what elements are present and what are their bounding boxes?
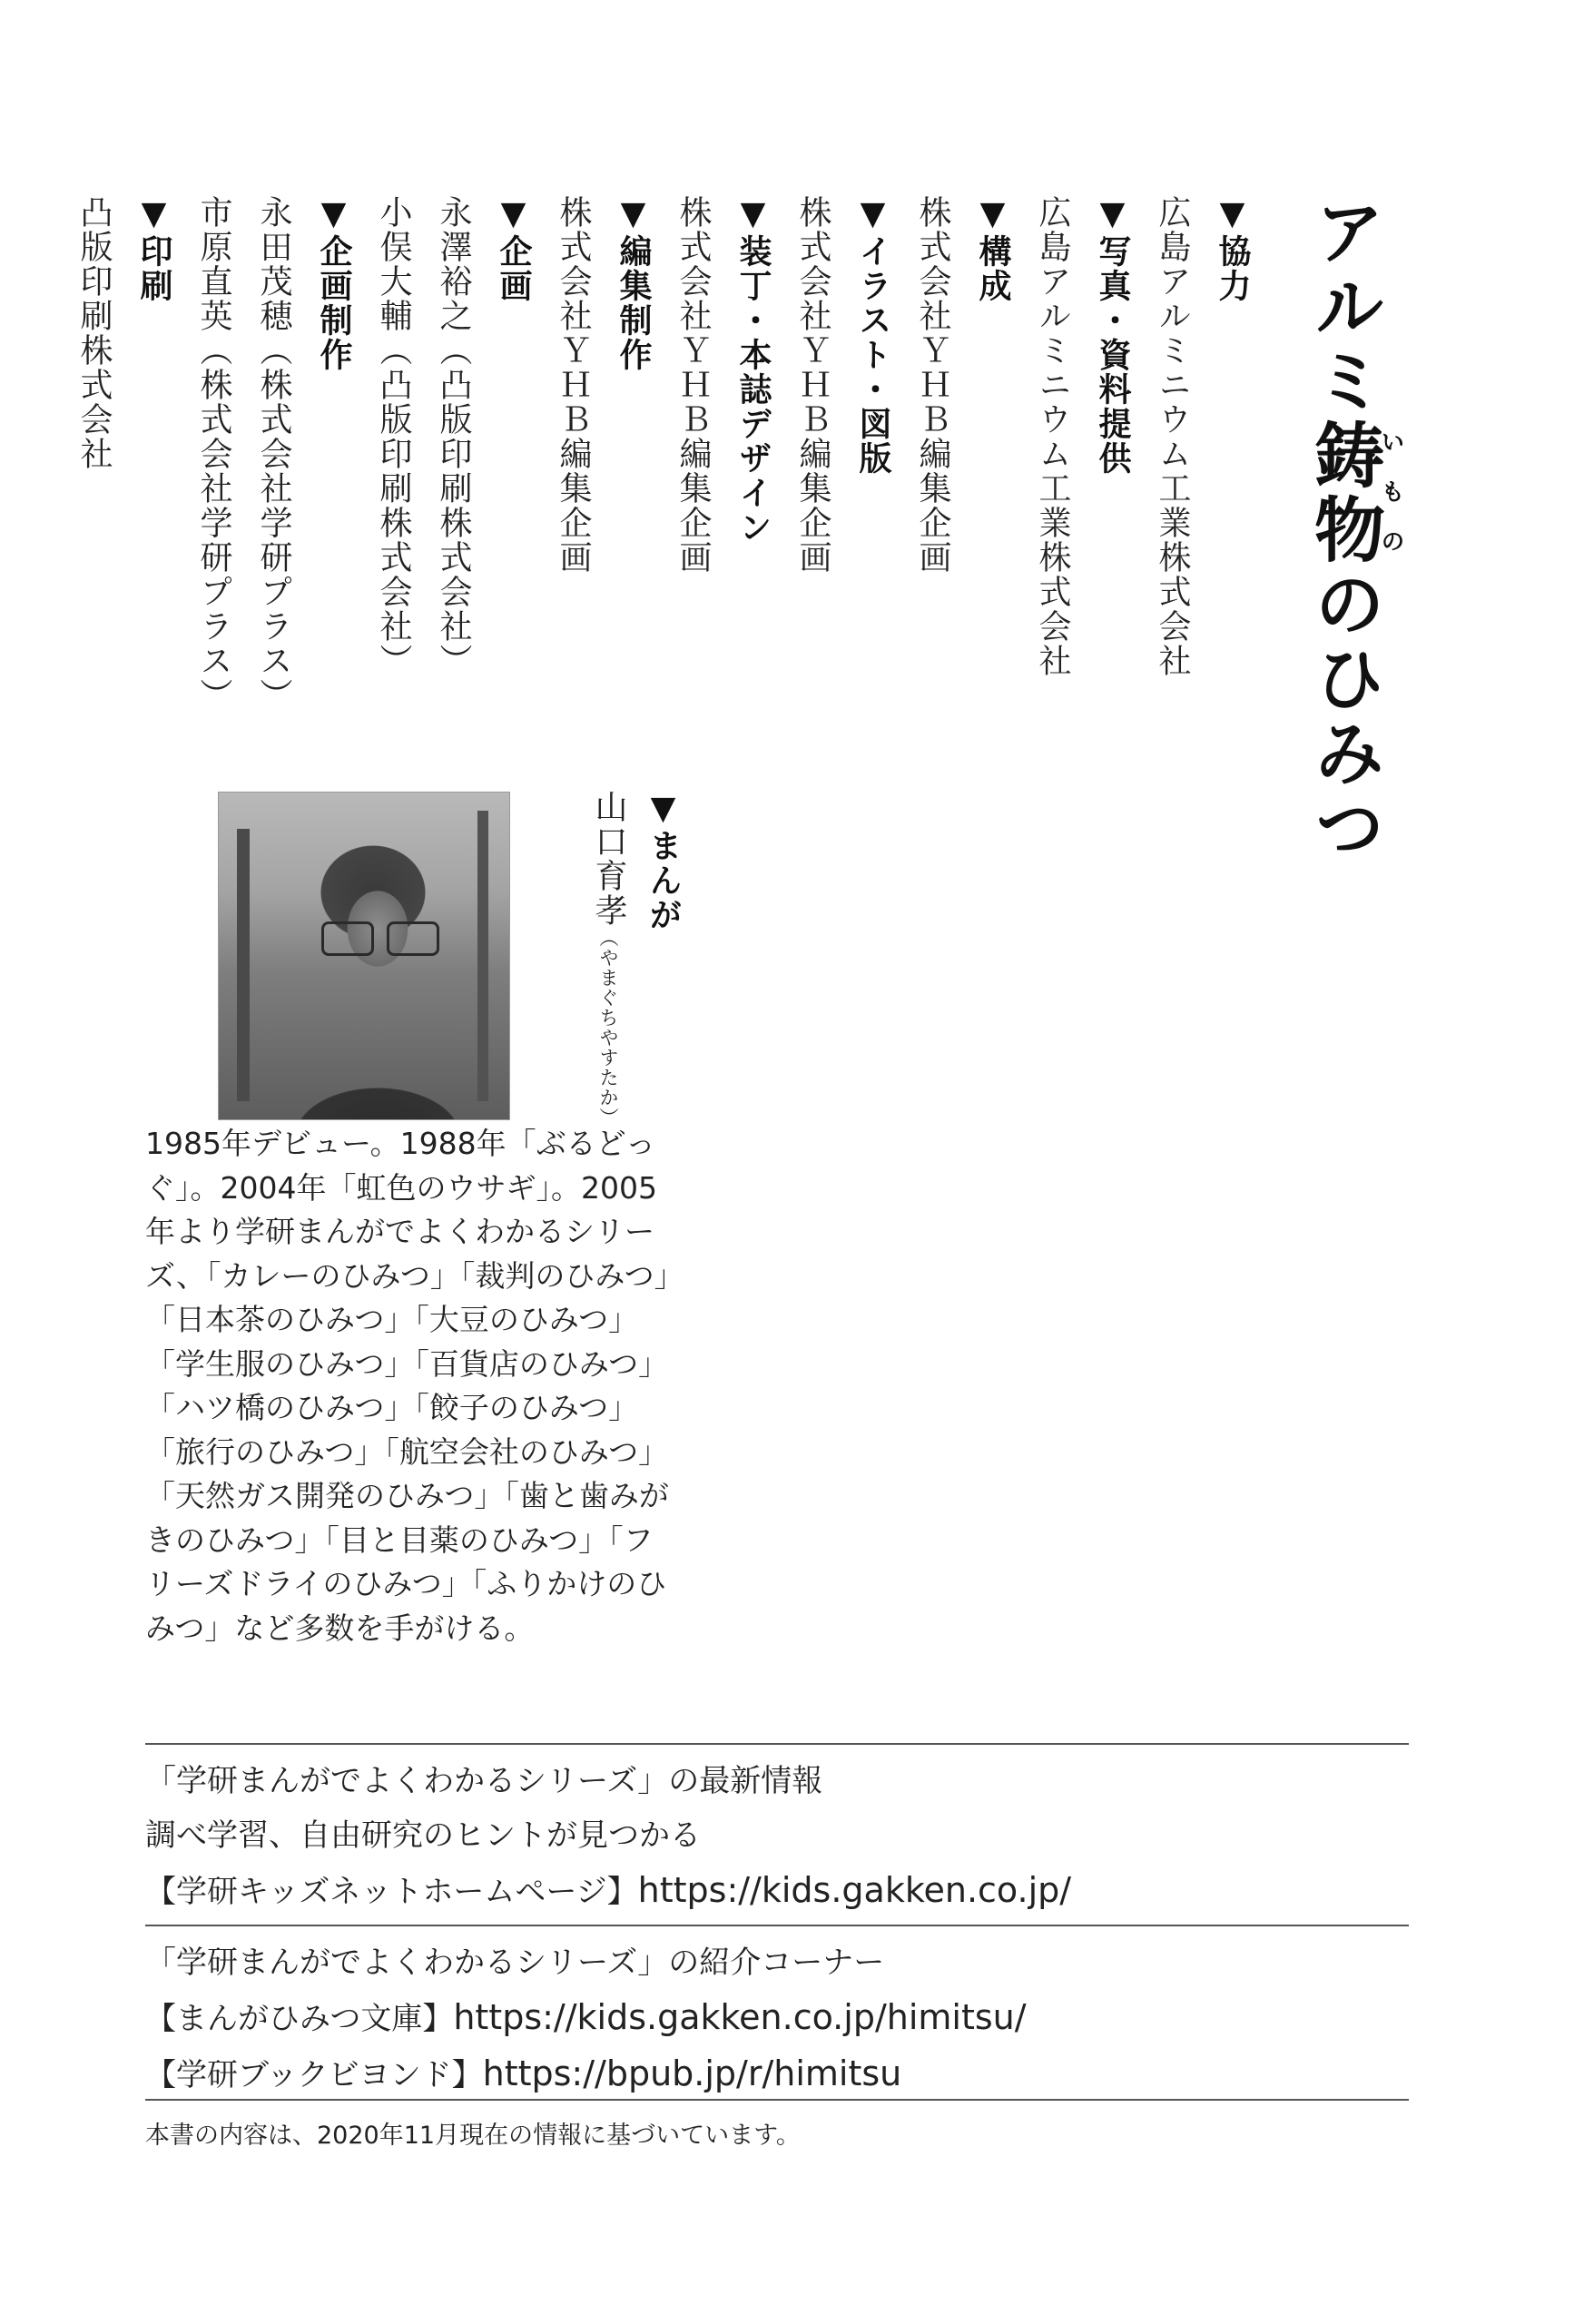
- book-title: アルミ鋳物いもののひみつ: [1303, 195, 1404, 865]
- divider: [145, 1925, 1409, 1926]
- credit-heading-photo: ▼写真・資料提供: [1094, 195, 1131, 476]
- credit-name: 株式会社ＹＨＢ編集企画: [914, 195, 951, 575]
- manga-heading: ▼まんが: [644, 790, 682, 932]
- credit-heading-composition: ▼構成: [974, 195, 1011, 303]
- info-link-line: 【まんがひみつ文庫】https://kids.gakken.co.jp/himitsu/: [145, 1997, 1027, 2037]
- author-photo: [218, 792, 510, 1120]
- credit-heading-editing: ▼編集制作: [615, 195, 652, 372]
- credit-heading-cooperation: ▼協力: [1214, 195, 1251, 303]
- info-line: 「学研まんがでよくわかるシリーズ」の最新情報: [145, 1763, 823, 1799]
- book-beyond-link[interactable]: https://bpub.jp/r/himitsu: [482, 2053, 902, 2093]
- credit-name: 永田茂穂（株式会社学研プラス）: [255, 195, 292, 713]
- credit-name: 株式会社ＹＨＢ編集企画: [674, 195, 712, 575]
- credit-name: 永澤裕之（凸版印刷株式会社）: [435, 195, 472, 678]
- credit-name: 広島アルミニウム工業株式会社: [1154, 195, 1191, 678]
- content-date-note: 本書の内容は、2020年11月現在の情報に基づいています。: [145, 2122, 801, 2150]
- manga-author-heading: [581, 790, 690, 1135]
- himitsu-bunko-link[interactable]: https://kids.gakken.co.jp/himitsu/: [453, 1997, 1027, 2037]
- credit-heading-planning: ▼企画: [495, 195, 532, 303]
- credit-heading-printing: ▼印刷: [135, 195, 172, 303]
- divider: [145, 1743, 1409, 1745]
- credit-name: 小俣大輔（凸版印刷株式会社）: [375, 195, 412, 678]
- credit-heading-illustration: ▼イラスト・図版: [854, 195, 891, 476]
- manga-author-name: 山口育孝（やまぐちやすたか）: [590, 790, 627, 1128]
- info-block-latest: [145, 1754, 1071, 1919]
- divider: [145, 2099, 1409, 2101]
- info-line: 調べ学習、自由研究のヒントが見つかる: [145, 1817, 701, 1854]
- credit-name: 凸版印刷株式会社: [75, 195, 113, 471]
- credit-name: 広島アルミニウム工業株式会社: [1034, 195, 1071, 678]
- author-bio: 1985年デビュー。1988年「ぶるどっぐ」。2004年「虹色のウサギ」。2005年より学研まんがでよくわかるシリーズ、「カレーのひみつ」「裁判のひみつ」「日本茶のひみつ」「大豆のひみつ」「学生服のひみつ」「百貨店のひみつ」「ハツ橋のひみつ」「餃子のひみつ」「旅行のひみつ」「航空会社のひみつ」「天然ガス開発のひみつ」「歯と歯みがきのひみつ」「目と目薬のひみつ」「フリーズドライのひみつ」「ふりかけのひみつ」など多数を手がける。: [145, 1126, 670, 1646]
- info-link-line: 【学研ブックビヨンド】https://bpub.jp/r/himitsu: [145, 2053, 902, 2093]
- credit-heading-design: ▼装丁・本誌デザイン: [734, 195, 772, 545]
- credit-name: 株式会社ＹＨＢ編集企画: [555, 195, 592, 575]
- credit-name: 市原直英（株式会社学研プラス）: [195, 195, 232, 713]
- kids-net-link[interactable]: https://kids.gakken.co.jp/: [637, 1870, 1072, 1910]
- info-link-line: 【学研キッズネットホームページ】https://kids.gakken.co.jp/: [145, 1870, 1072, 1910]
- author-name-reading: （やまぐちやすたか）: [597, 928, 619, 1128]
- info-block-intro: [145, 1935, 1027, 2102]
- info-line: 「学研まんがでよくわかるシリーズ」の紹介コーナー: [145, 1945, 885, 1981]
- credit-heading-planning-production: ▼企画制作: [315, 195, 352, 372]
- credit-name: 株式会社ＹＨＢ編集企画: [794, 195, 831, 575]
